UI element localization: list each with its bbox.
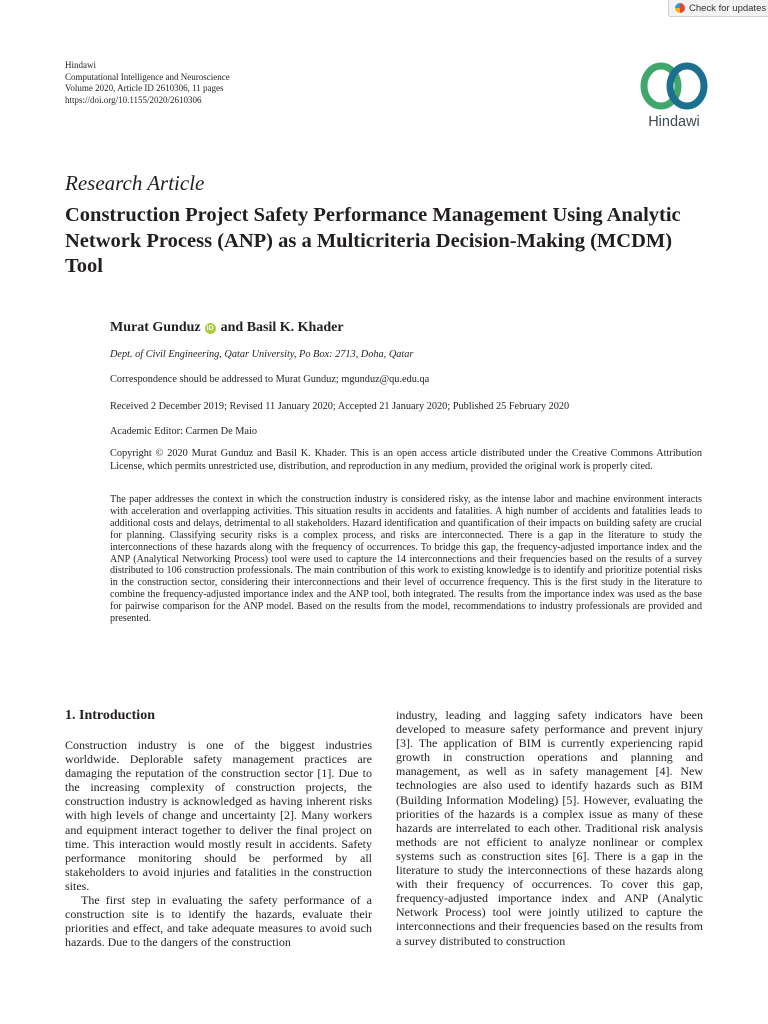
journal-name: Computational Intelligence and Neuroscience	[65, 71, 230, 82]
academic-editor: Academic Editor: Carmen De Maio	[110, 426, 257, 437]
history-dates: Received 2 December 2019; Revised 11 January 2020; Accepted 21 January 2020; Published 25 February 2020	[110, 401, 570, 412]
intro-paragraph-3: industry, leading and lagging safety indicators have been developed to measure safety performance and prevent injury [3]. The application of BIM is currently experiencing rapid growth in construction operations and planning and management, as well as in safety management [4]. New technologies are also used to identify hazards such as BIM (Building Information Modeling) [5]. However, evaluating the priorities of the hazards is a complex issue as many of these hazards are interrelated to each other. Traditional risk analysis methods are not efficient to analyze nonlinear or complex systems such as construction sites [6]. There is a gap in the literature to study the interconnections of these hazards along with their frequency of occurrences. To cover this gap, frequency-adjusted importance index and ANP (Analytic Network Process) tool were jointly utilized to capture the interconnections and their frequencies based on the results from a survey distributed to construction	[396, 708, 703, 948]
article-title: Construction Project Safety Performance Management Using Analytic Network Process (ANP) as a Multicriteria Decision-Making (MCDM) Tool	[65, 204, 681, 277]
article-type: Research Article	[65, 171, 205, 195]
intro-paragraph-1: Construction industry is one of the biggest industries worldwide. Deplorable safety management practices are damaging the reputation of the construction sector [1]. Due to the increasing complexity of construction projects, the construction industry is acknowledged as having inherent risks with high levels of change and uncertainty [2]. Many workers and equipment interact together to deliver the final project on time. This interaction would mostly result in accidents. Safety performance monitoring should be performed by all stakeholders to avoid injuries and fatalities in the construction sites.	[65, 738, 372, 893]
hindawi-logo	[634, 56, 714, 134]
abstract: The paper addresses the context in which the construction industry is considered risky, as the intense labor and machine environment interacts with acceleration and overlapping activities. This situation results in accidents and fatalities. A high number of accidents and fatalities leads to additional costs and delays, detrimental to all stakeholders. Hazard identification and quantification of their impacts on building safety are crucial for planning. Classifying security risks is a complex process, and risks are interconnected. There is a gap in the literature to study the interconnections of these hazards along with the frequency of occurrences. To bridge this gap, the frequency-adjusted importance index and the ANP (Analytical Networking Process) tool were used to capture the 14 interconnections and their frequencies based on the results of a survey distributed to 106 construction professionals. The main contribution of this work to existing knowledge is to identify and prioritize potential risks in the construction sector, considering their interconnections and their level of occurrence frequency. This is the first study in the literature to combine the frequency-adjusted importance index and the ANP tool, both integrated. The results from the importance index was used as the base for pairwise comparison for the ANP model. Based on the results from the model, recommendations to industry professionals are provided and presented.	[110, 494, 702, 625]
intro-paragraph-2: The first step in evaluating the safety performance of a construction site is to identify the hazards, evaluate their priorities and effect, and take adequate measures to avoid such hazards. Due to the dangers of the construction	[65, 893, 372, 950]
volume-info: Volume 2020, Article ID 2610306, 11 pages	[65, 83, 224, 93]
right-column	[396, 708, 703, 948]
check-for-updates-label: Check for updates	[689, 2, 767, 14]
copyright-notice: Copyright © 2020 Murat Gunduz and Basil K. Khader. This is an open access article distributed under the Creative Commons Attribution License, which permits unrestricted use, distribution, and reproduction in any medium, provided the original work is properly cited.	[110, 448, 702, 472]
correspondence: Correspondence should be addressed to Murat Gunduz; mgunduz@qu.edu.qa	[110, 374, 430, 385]
author-2[interactable]: and Basil K. Khader	[220, 320, 344, 335]
journal-meta	[65, 60, 230, 106]
affiliation: Dept. of Civil Engineering, Qatar University, Po Box: 2713, Doha, Qatar	[110, 349, 414, 360]
doi-link[interactable]: https://doi.org/10.1155/2020/2610306	[65, 94, 202, 105]
orcid-icon[interactable]: iD	[206, 324, 214, 332]
author-line	[110, 320, 344, 336]
author-1[interactable]: Murat Gunduz	[110, 320, 201, 335]
left-column	[65, 738, 372, 949]
crossmark-icon	[675, 3, 685, 13]
check-for-updates-button[interactable]	[668, 0, 768, 17]
publisher: Hindawi	[65, 60, 96, 70]
section-heading: 1. Introduction	[65, 708, 155, 723]
hindawi-rings-icon	[634, 56, 714, 116]
logo-text: Hindawi	[648, 114, 700, 130]
